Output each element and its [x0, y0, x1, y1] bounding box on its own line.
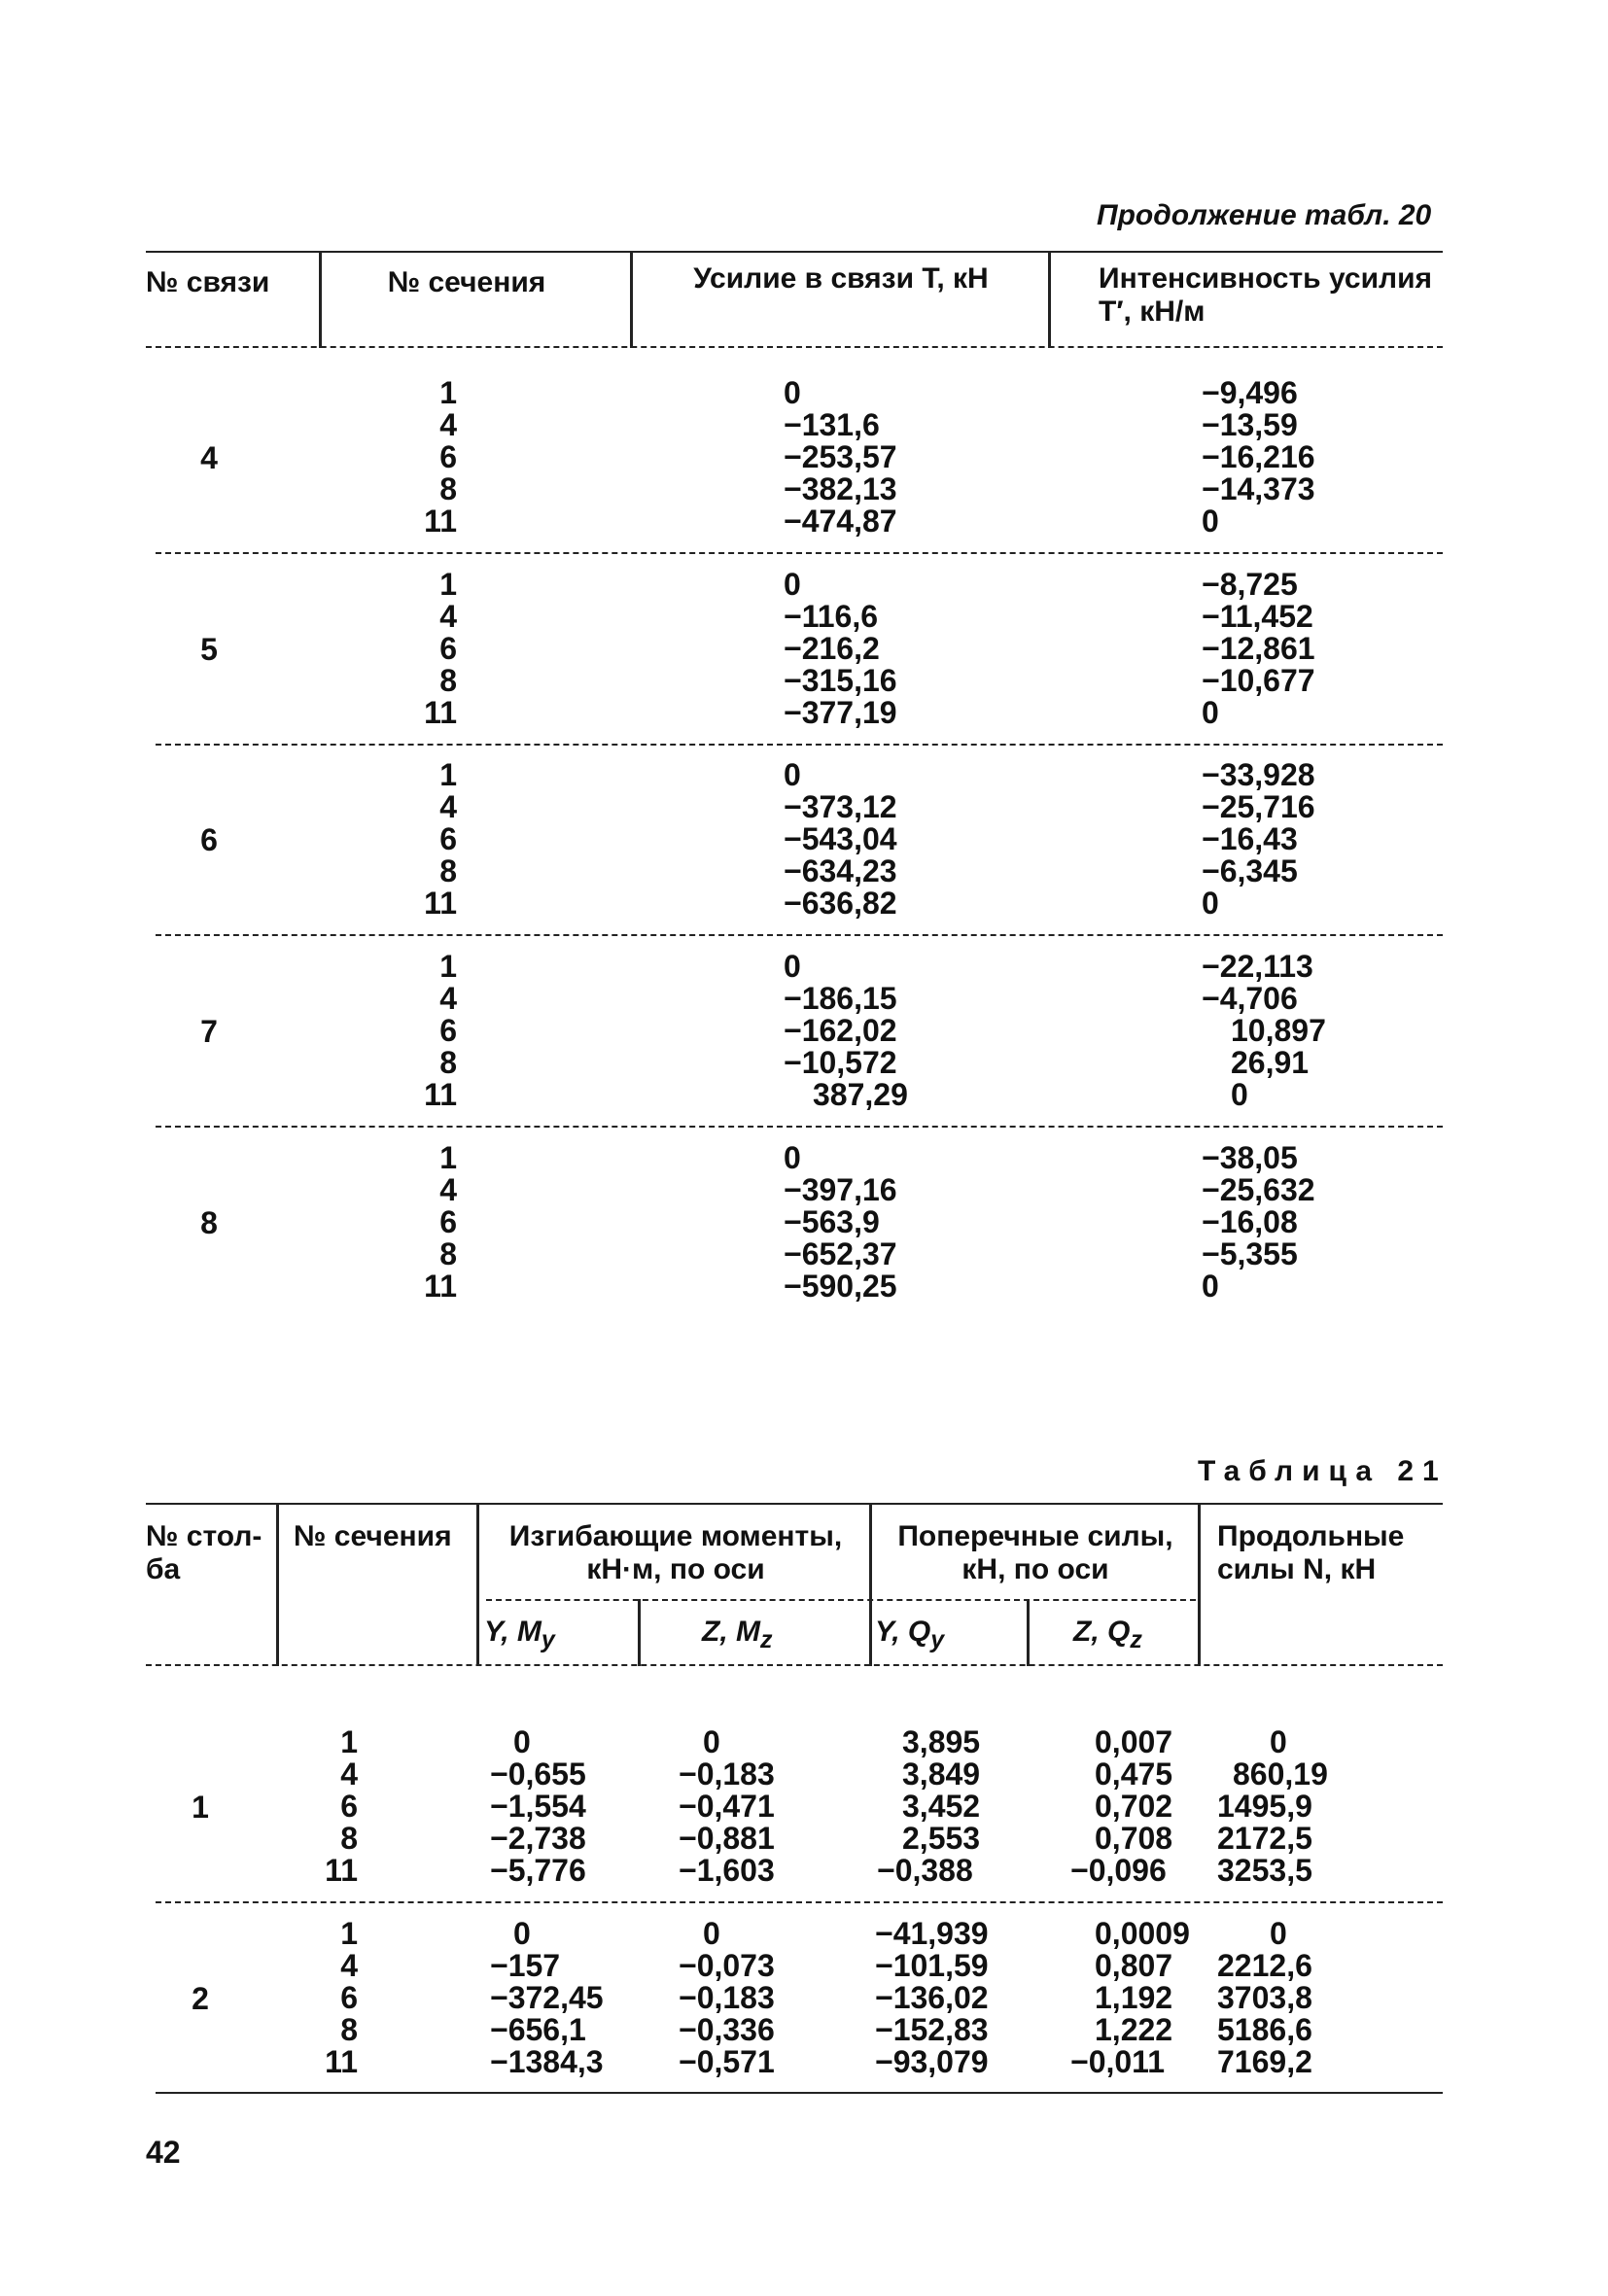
table21-top-rule: [146, 1503, 1443, 1505]
table20-force-cell: −563,9: [784, 1204, 880, 1239]
table20-group-separator: [156, 934, 1443, 936]
table21-qy-cell: −101,59: [875, 1948, 989, 1983]
table20-force-cell: −397,16: [784, 1172, 897, 1207]
table20-section-cell: 11: [424, 1077, 457, 1112]
table21-section-cell: 11: [325, 2044, 358, 2079]
table21-my-cell: −1384,3: [490, 2044, 604, 2079]
table20-force-cell: −543,04: [784, 821, 897, 856]
table20-section-cell: 6: [439, 1013, 457, 1048]
table21-column-number: 1: [192, 1790, 209, 1825]
table20-force-cell: −131,6: [784, 407, 880, 442]
table21-qy-cell: 3,452: [902, 1789, 981, 1824]
table20-intensity-cell: −38,05: [1202, 1140, 1298, 1175]
table21-header-axial: [1217, 1520, 1451, 1586]
table20-intensity-cell: −8,725: [1202, 567, 1298, 602]
table21-my-cell: −2,738: [490, 1821, 586, 1856]
page-number: 42: [146, 2135, 181, 2170]
table20-intensity-cell: −16,216: [1202, 439, 1315, 474]
table21-mz-cell: 0: [703, 1916, 720, 1951]
table20-intensity-cell: −6,345: [1202, 853, 1298, 888]
table20-header-rule: [146, 346, 1443, 348]
table21-qy-cell: 3,895: [902, 1724, 981, 1759]
table20-header-intensity: [1099, 262, 1449, 329]
table21-n-cell: 1495,9: [1217, 1789, 1312, 1824]
table21-subheader-mz-text: Z, M: [702, 1616, 760, 1648]
table20-force-cell: −636,82: [784, 886, 897, 921]
table20-header-intensity-line2: T′, кН/м: [1099, 296, 1206, 328]
table21-caption: Таблица 21: [1198, 1455, 1448, 1487]
table20-section-cell: 4: [439, 789, 457, 824]
table21-my-cell: −5,776: [490, 1853, 586, 1888]
table20-section-cell: 1: [439, 949, 457, 984]
table21-qy-cell: −0,388: [877, 1853, 973, 1888]
table20-section-cell: 4: [439, 599, 457, 634]
table20-intensity-cell: −12,861: [1202, 631, 1315, 666]
table20-section-cell: 11: [424, 1269, 457, 1304]
table20-force-cell: −634,23: [784, 853, 897, 888]
table20-force-cell: −474,87: [784, 504, 897, 539]
table21-mz-cell: −0,881: [679, 1821, 775, 1856]
table21-qz-cell: 0,702: [1095, 1789, 1173, 1824]
table20-link-number: 7: [200, 1014, 218, 1049]
table20-intensity-cell: −25,716: [1202, 789, 1315, 824]
table20-col-divider-1: [319, 251, 322, 348]
table21-qz-cell: 1,192: [1095, 1980, 1173, 2015]
table21-subheader-rule: [486, 1599, 1196, 1601]
table21-mz-cell: −0,183: [679, 1757, 775, 1792]
table21-bottom-rule: [156, 2092, 1443, 2094]
table21-qy-cell: −41,939: [875, 1916, 989, 1951]
table21-qy-cell: 3,849: [902, 1757, 981, 1792]
table21-my-cell: −0,655: [490, 1757, 586, 1792]
table20-force-cell: −373,12: [784, 789, 897, 824]
table20-force-cell: −382,13: [784, 471, 897, 506]
table21-header-column-line2: ба: [146, 1553, 181, 1585]
table20-force-cell: 0: [784, 567, 801, 602]
table21-qz-cell: 0,475: [1095, 1757, 1173, 1792]
table20-force-cell: −315,16: [784, 663, 897, 698]
table21-mz-cell: −0,183: [679, 1980, 775, 2015]
table21-mz-cell: −1,603: [679, 1853, 775, 1888]
table20-intensity-cell: −14,373: [1202, 471, 1315, 506]
table21-qz-cell: 0,708: [1095, 1821, 1173, 1856]
table20-link-number: 8: [200, 1205, 218, 1240]
table21-header-shear-line1: Поперечные силы,: [897, 1520, 1173, 1552]
table21-header-shear-line2: кН, по оси: [961, 1553, 1109, 1585]
table21-mz-cell: −0,471: [679, 1789, 775, 1824]
table20-group-separator: [156, 1126, 1443, 1128]
table20-force-cell: −162,02: [784, 1013, 897, 1048]
table20-force-cell: 0: [784, 375, 801, 410]
table20-link-number: 5: [200, 632, 218, 667]
table20-link-number: 6: [200, 822, 218, 857]
table20-section-cell: 8: [439, 1236, 457, 1271]
table20-link-number: 4: [200, 440, 218, 475]
table21-qz-cell: 0,0009: [1095, 1916, 1190, 1951]
table20-section-cell: 1: [439, 1140, 457, 1175]
table21-my-cell: −157: [490, 1948, 561, 1983]
table21-header-rule: [146, 1664, 1443, 1666]
table20-intensity-cell: −22,113: [1202, 949, 1313, 984]
table20-section-cell: 1: [439, 567, 457, 602]
table21-qz-cell: −0,096: [1070, 1853, 1167, 1888]
table21-header-moments: [481, 1520, 870, 1586]
table21-section-cell: 8: [340, 2012, 358, 2047]
table20-section-cell: 4: [439, 981, 457, 1016]
table20-force-cell: −590,25: [784, 1269, 897, 1304]
table21-section-cell: 4: [340, 1948, 358, 1983]
table20-force-cell: −10,572: [784, 1045, 897, 1080]
table21-header-column: [146, 1520, 272, 1586]
table21-subheader-my-sub: y: [541, 1626, 555, 1653]
table20-force-cell: 0: [784, 949, 801, 984]
table21-subheader-my: [484, 1616, 555, 1656]
table20-section-cell: 11: [424, 886, 457, 921]
table20-force-cell: −253,57: [784, 439, 897, 474]
table21-my-cell: −656,1: [490, 2012, 586, 2047]
table21-header-column-line1: № стол-: [146, 1520, 262, 1552]
table21-qz-cell: 0,807: [1095, 1948, 1173, 1983]
table20-force-cell: −116,6: [784, 599, 878, 634]
table20-header-force: Усилие в связи T, кН: [693, 262, 989, 295]
table20-intensity-cell: 0: [1202, 695, 1219, 730]
table21-col-divider-1: [276, 1503, 279, 1666]
table21-section-cell: 6: [340, 1980, 358, 2015]
table20-section-cell: 1: [439, 375, 457, 410]
table20-section-cell: 8: [439, 1045, 457, 1080]
table21-subheader-qz-sub: z: [1130, 1626, 1142, 1653]
table20-section-cell: 6: [439, 821, 457, 856]
table20-force-cell: 0: [784, 1140, 801, 1175]
table21-n-cell: 0: [1270, 1916, 1287, 1951]
table20-intensity-cell: 26,91: [1231, 1045, 1310, 1080]
table21-subheader-qz: [1073, 1616, 1142, 1656]
table20-header-section: № сечения: [387, 266, 546, 298]
table20-intensity-cell: −16,08: [1202, 1204, 1298, 1239]
table21-my-cell: 0: [513, 1916, 531, 1951]
table20-section-cell: 6: [439, 631, 457, 666]
table21-n-cell: 7169,2: [1217, 2044, 1312, 2079]
table21-header-shear: [873, 1520, 1198, 1586]
table21-n-cell: 0: [1270, 1724, 1287, 1759]
table21-my-cell: −372,45: [490, 1980, 604, 2015]
table20-header-link: № связи: [146, 266, 270, 298]
table20-force-cell: −186,15: [784, 981, 897, 1016]
table20-intensity-cell: 0: [1231, 1077, 1248, 1112]
table20-group-separator: [156, 552, 1443, 554]
table21-subheader-mz: [702, 1616, 773, 1656]
table21-section-cell: 11: [325, 1853, 358, 1888]
table20-caption: Продолжение табл. 20: [1097, 199, 1432, 231]
table21-subheader-my-text: Y, M: [484, 1616, 542, 1648]
table21-mz-cell: 0: [703, 1724, 720, 1759]
table20-intensity-cell: 0: [1202, 504, 1219, 539]
table20-top-rule: [146, 251, 1443, 253]
table21-n-cell: 2172,5: [1217, 1821, 1312, 1856]
table21-n-cell: 5186,6: [1217, 2012, 1312, 2047]
table21-section-cell: 6: [340, 1789, 358, 1824]
table21-qz-cell: 1,222: [1095, 2012, 1173, 2047]
table20-intensity-cell: −33,928: [1202, 757, 1315, 792]
table21-qy-cell: −152,83: [875, 2012, 989, 2047]
table20-section-cell: 8: [439, 471, 457, 506]
table21-subheader-qy-sub: y: [930, 1626, 945, 1653]
table20-intensity-cell: −9,496: [1202, 375, 1298, 410]
table21-subheader-qy-text: Y, Q: [875, 1616, 931, 1648]
table21-qz-cell: 0,007: [1095, 1724, 1173, 1759]
table20-intensity-cell: −16,43: [1202, 821, 1298, 856]
table20-force-cell: 0: [784, 757, 801, 792]
table21-subheader-mz-sub: z: [760, 1626, 773, 1653]
table21-n-cell: 3253,5: [1217, 1853, 1312, 1888]
table21-col-divider-6: [1198, 1503, 1201, 1666]
table21-subheader-qz-text: Z, Q: [1073, 1616, 1131, 1648]
table21-col-divider-3: [638, 1599, 641, 1666]
table21-section-cell: 1: [340, 1724, 358, 1759]
table20-section-cell: 8: [439, 853, 457, 888]
table21-qy-cell: 2,553: [902, 1821, 981, 1856]
table21-section-cell: 4: [340, 1757, 358, 1792]
table20-section-cell: 8: [439, 663, 457, 698]
table20-intensity-cell: −13,59: [1202, 407, 1298, 442]
table21-qy-cell: −93,079: [875, 2044, 989, 2079]
table20-intensity-cell: −11,452: [1202, 599, 1313, 634]
table21-my-cell: 0: [513, 1724, 531, 1759]
table21-header-section: № сечения: [294, 1520, 452, 1552]
table20-intensity-cell: −25,632: [1202, 1172, 1315, 1207]
table20-group-separator: [156, 744, 1443, 746]
table21-n-cell: 2212,6: [1217, 1948, 1312, 1983]
table21-mz-cell: −0,571: [679, 2044, 775, 2079]
table21-section-cell: 8: [340, 1821, 358, 1856]
table20-intensity-cell: −4,706: [1202, 981, 1298, 1016]
table20-section-cell: 6: [439, 439, 457, 474]
table20-header-intensity-line1: Интенсивность усилия: [1099, 262, 1433, 295]
table21-subheader-qy: [875, 1616, 944, 1656]
table20-force-cell: −216,2: [784, 631, 880, 666]
table20-section-cell: 1: [439, 757, 457, 792]
table21-mz-cell: −0,336: [679, 2012, 775, 2047]
table20-section-cell: 11: [424, 695, 457, 730]
table20-force-cell: 387,29: [813, 1077, 908, 1112]
table21-header-moments-line2: кН·м, по оси: [586, 1553, 765, 1585]
table21-n-cell: 860,19: [1233, 1757, 1328, 1792]
table21-header-moments-line1: Изгибающие моменты,: [508, 1520, 843, 1552]
table21-n-cell: 3703,8: [1217, 1980, 1312, 2015]
table21-my-cell: −1,554: [490, 1789, 586, 1824]
table21-qy-cell: −136,02: [875, 1980, 989, 2015]
table21-mz-cell: −0,073: [679, 1948, 775, 1983]
table20-section-cell: 4: [439, 1172, 457, 1207]
table20-force-cell: −377,19: [784, 695, 897, 730]
table20-intensity-cell: 0: [1202, 886, 1219, 921]
table20-intensity-cell: −10,677: [1202, 663, 1315, 698]
table20-section-cell: 11: [424, 504, 457, 539]
table20-intensity-cell: 0: [1202, 1269, 1219, 1304]
table20-intensity-cell: 10,897: [1231, 1013, 1326, 1048]
table20-section-cell: 6: [439, 1204, 457, 1239]
table21-group-separator: [156, 1901, 1443, 1903]
table20-section-cell: 4: [439, 407, 457, 442]
table20-intensity-cell: −5,355: [1202, 1236, 1298, 1271]
table21-header-axial-line1: Продольные: [1217, 1520, 1405, 1552]
table21-column-number: 2: [192, 1981, 209, 2016]
table21-col-divider-5: [1027, 1599, 1030, 1666]
table21-section-cell: 1: [340, 1916, 358, 1951]
table20-force-cell: −652,37: [784, 1236, 897, 1271]
table21-qz-cell: −0,011: [1070, 2044, 1165, 2079]
table21-header-axial-line2: силы N, кН: [1217, 1553, 1377, 1585]
